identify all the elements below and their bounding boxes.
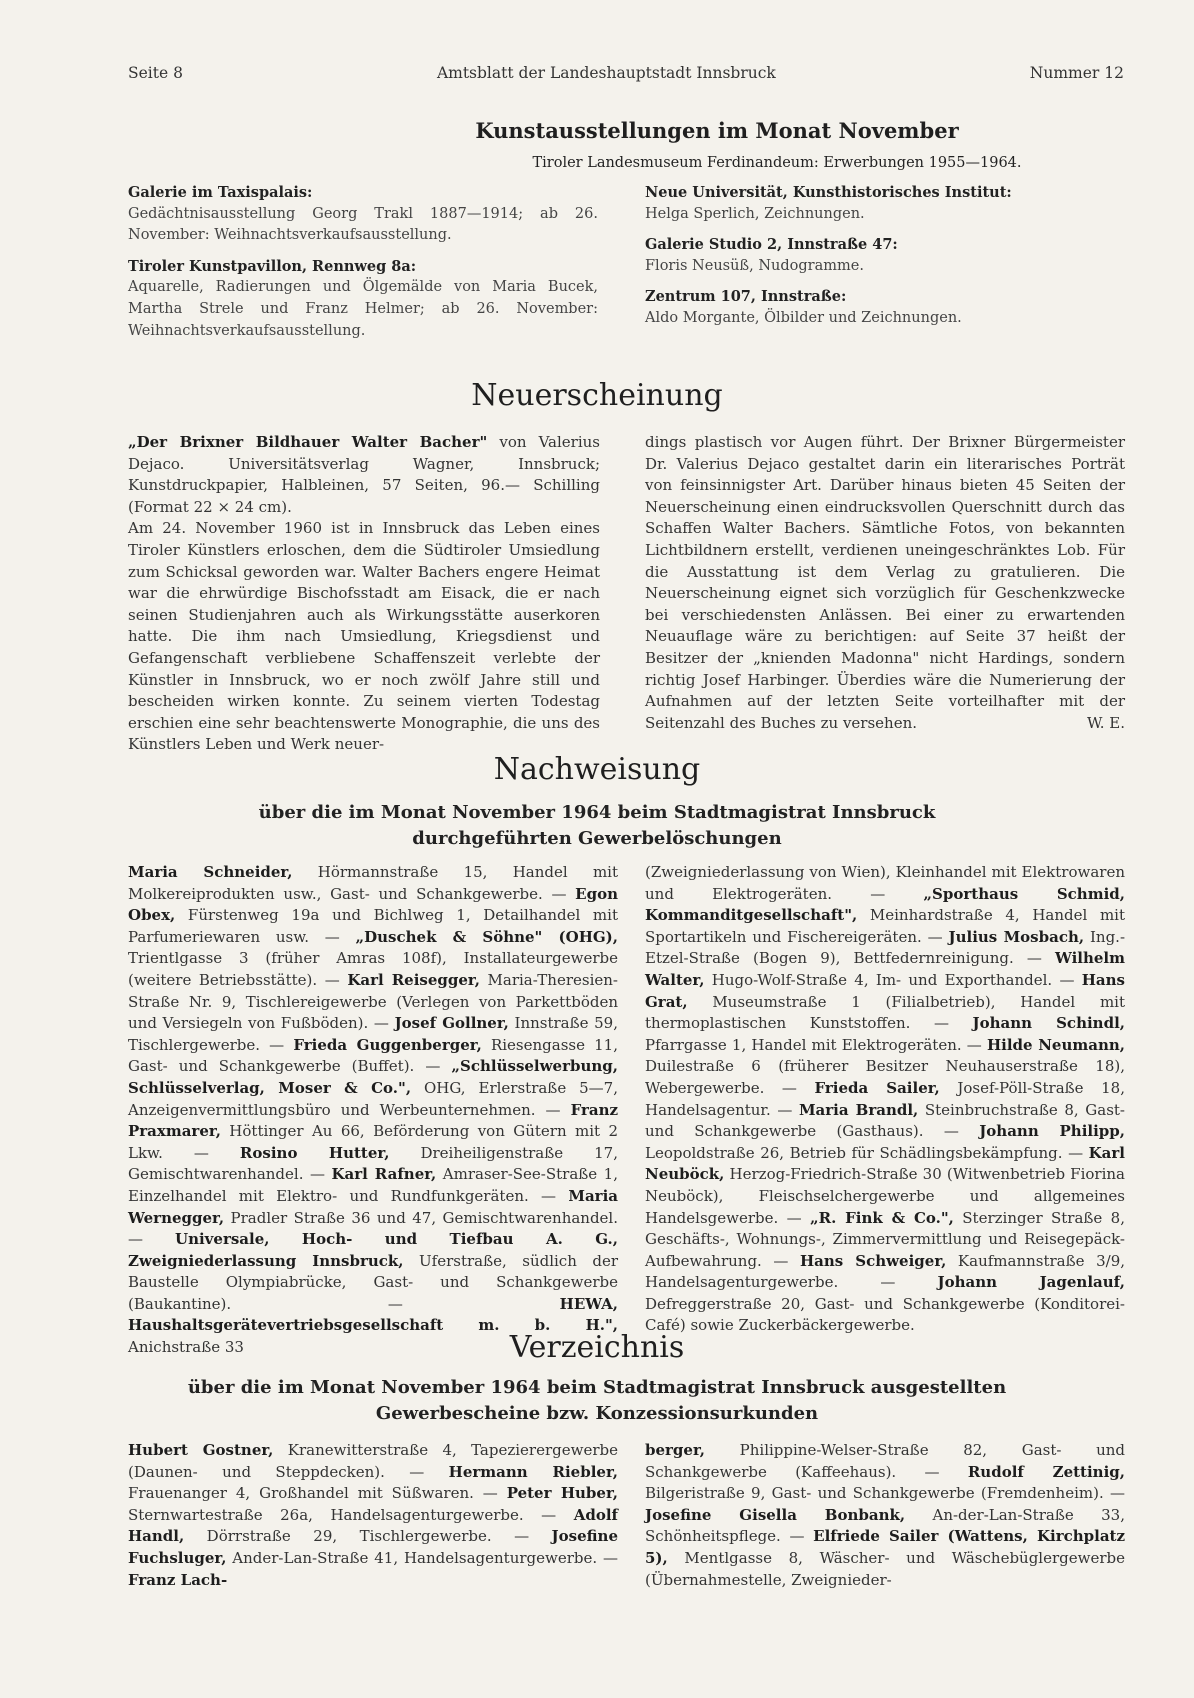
exhibition-entry <box>645 182 1075 225</box>
entry-text: Defreggerstraße 20, Gast- und Schankgewerbe (Konditorei-Café) sowie Zuckerbäckergewerbe. <box>645 1294 1125 1335</box>
entry-name: Johann Schindl, <box>972 1014 1125 1033</box>
entry-text: Bilgeristraße 9, Gast- und Schankgewerbe (Fremdenheim). — <box>645 1484 1125 1503</box>
entry-text: Frauenanger 4, Großhandel mit Süßwaren. — <box>128 1484 507 1503</box>
entry-text: Sternwartestraße 26a, Handelsagenturgewerbe. — <box>128 1505 574 1524</box>
exhibition-venue: Neue Universität, Kunsthistorisches Institut: <box>645 184 1012 201</box>
entry-name: Julius Mosbach, <box>948 927 1085 946</box>
entry-name: „Sporthaus Schmid, Kommanditgesellschaft", <box>645 884 1125 925</box>
exhibition-entry <box>128 182 598 247</box>
licenses-title: Verzeichnis <box>509 1330 685 1365</box>
entry-name: Adolf Handl, <box>128 1505 618 1546</box>
entry-text: An-der-Lan-Straße 33, Schönheitspflege. — <box>645 1505 1125 1546</box>
entry-text: Steinbruchstraße 8, Gast- und Schankgewerbe (Gasthaus). — <box>645 1100 1125 1141</box>
exhibitions-title: Kunstausstellungen im Monat November <box>475 118 959 143</box>
deletions-right-column <box>645 862 1126 1335</box>
entry-name: Frieda Sailer, <box>814 1078 940 1097</box>
exhibition-description: Aldo Morgante, Ölbilder und Zeichnungen. <box>645 309 962 326</box>
book-title: „Der Brixner Bildhauer Walter Bacher" <box>128 433 488 451</box>
entry-text: Duilestraße 6 (früherer Besitzer Neuhauserstraße 18), Webergewerbe. — <box>645 1057 1125 1097</box>
entry-name: Wilhelm Walter, <box>645 949 1125 989</box>
publication-title: Amtsblatt der Landeshauptstadt Innsbruck <box>436 64 776 82</box>
exhibitions-left-column <box>128 182 598 342</box>
licenses-right-column <box>645 1440 1125 1600</box>
entry-name: Karl Reisegger, <box>347 970 480 989</box>
entry-text: Anichstraße 33 <box>128 1338 244 1357</box>
entry-name: Universale, Hoch- und Tiefbau A. G., Zweigniederlassung Innsbruck, <box>128 1230 618 1270</box>
entry-name: Franz Lach- <box>128 1570 228 1589</box>
review-book-info <box>128 432 600 518</box>
entry-text: Amraser-See-Straße 1, Einzelhandel mit Elektro- und Rundfunkgeräten. — <box>128 1165 618 1205</box>
entry-name: Elfriede Sailer (Wattens, Kirchplatz 5), <box>645 1527 1125 1567</box>
licenses-subtitle-1: über die im Monat November 1964 beim Stadtmagistrat Innsbruck ausgestellten <box>187 1377 1007 1398</box>
entry-name: Josefine Gisella Bonbank, <box>645 1505 906 1524</box>
entry-name: berger, <box>645 1441 705 1459</box>
entry-text: Kranewitterstraße 4, Tapezierergewerbe (Daunen- und Steppdecken). — <box>128 1441 618 1481</box>
review-right-column <box>645 432 1125 732</box>
entry-text: Josef-Pöll-Straße 18, Handelsagentur. — <box>645 1078 1125 1119</box>
book-details: von Valerius Dejaco. Universitätsverlag Wagner, Innsbruck; Kunstdruckpapier, Halbleinen, 57 Seiten, 96.— Schilling (Format 22 × 24 cm). <box>128 433 600 516</box>
entry-text: Hugo-Wolf-Straße 4, Im- und Exporthandel. — <box>704 970 1082 989</box>
entry-text: Riesengasse 11, Gast- und Schankgewerbe (Buffet). — <box>128 1035 618 1076</box>
running-header <box>128 64 1124 82</box>
entry-name: Maria Schneider, <box>128 863 293 881</box>
entry-text: Uferstraße, südlich der Baustelle Olympiabrücke, Gast- und Schankgewerbe (Baukantine). — <box>128 1251 618 1313</box>
entry-text: Kaufmannstraße 3/9, Handelsagenturgewerbe. — <box>645 1251 1126 1292</box>
entry-name: Johann Philipp, <box>979 1122 1125 1141</box>
entry-text: Mentlgasse 8, Wäscher- und Wäschebüglergewerbe (Übernahmestelle, Zweignieder- <box>645 1548 1125 1589</box>
entry-name: Maria Wernegger, <box>128 1186 618 1227</box>
exhibition-venue: Tiroler Kunstpavillon, Rennweg 8a: <box>128 257 417 275</box>
entry-name: Maria Brandl, <box>798 1100 919 1119</box>
entry-name: Karl Neuböck, <box>645 1143 1125 1184</box>
entry-name: Karl Rafner, <box>331 1165 437 1184</box>
review-paragraph <box>645 432 1125 734</box>
entry-text: Sterzinger Straße 8, Geschäfts-, Wohnungs-, Zimmervermittlung und Reisegepäck-Aufbewahrung. — <box>645 1208 1125 1270</box>
entry-text: OHG, Erlerstraße 5—7, Anzeigenvermittlungsbüro und Werbeunternehmen. — <box>128 1078 618 1119</box>
entry-name: „R. Fink & Co.", <box>810 1208 954 1227</box>
exhibition-description: Aquarelle, Radierungen und Ölgemälde von Maria Bucek, Martha Strele und Franz Helmer; ab 26. November: Weihnachtsverkaufsausstellung. <box>128 279 598 339</box>
entry-name: Hans Schweiger, <box>799 1251 947 1270</box>
entry-name: Hubert Gostner, <box>128 1441 274 1459</box>
entry-name: Rudolf Zettinig, <box>967 1462 1125 1481</box>
review-title: Neuerscheinung <box>471 378 723 413</box>
licenses-subtitle-2: Gewerbescheine bzw. Konzessionsurkunden <box>375 1403 819 1424</box>
exhibition-entry <box>128 256 598 342</box>
entry-text: Hörmannstraße 15, Handel mit Molkereiprodukten usw., Gast- und Schankgewerbe. — <box>128 863 619 903</box>
entry-text: Pfarrgasse 1, Handel mit Elektrogeräten. — <box>645 1035 987 1054</box>
entry-text: Dreiheiligenstraße 17, Gemischtwarenhandel. — <box>128 1143 618 1184</box>
deletions-subtitle-1: über die im Monat November 1964 beim Stadtmagistrat Innsbruck <box>258 802 936 823</box>
entry-text: Höttinger Au 66, Beförderung von Gütern mit 2 Lkw. — <box>128 1122 618 1162</box>
entry-text: Ing.-Etzel-Straße (Bogen 9), Bettfedernreinigung. — <box>645 927 1126 968</box>
review-left-column <box>128 432 600 754</box>
entry-name: „Duschek & Söhne" (OHG), <box>355 927 618 946</box>
licenses-left-column <box>128 1440 618 1600</box>
entry-name: Peter Huber, <box>506 1484 618 1503</box>
review-continuation: dings plastisch vor Augen führt. Der Brixner Bürgermeister Dr. Valerius Dejaco gestaltet darin ein literarisches Porträt von feinsinnigster Art. Darüber hinaus bieten 45 Seiten der Neuerscheinung einen eindrucksvollen Querschnitt durch das Schaffen Walter Bachers. Sämtliche Fotos, von bekannten Lichtbildnern erstellt, verdienen uneingeschränktes Lob. Für die Ausstattung ist dem Verlag zu gratulieren. Die Neuerscheinung eignet sich vorzüglich für Geschenkzwecke bei verschiedensten Anlässen. Bei einer zu erwartenden Neuauflage wäre zu berichtigen: auf Seite 37 heißt der Besitzer der „knienden Madonna" nicht Hardings, sondern richtig Josef Harbinger. Überdies wäre die Numerierung der Aufnahmen auf der letzten Seite vorteilhafter mit der Seitenzahl des Buches zu versehen. <box>645 433 1125 732</box>
entry-name: „Schlüsselwerbung, Schlüsselverlag, Moser & Co.", <box>128 1057 618 1097</box>
entry-name: Josef Gollner, <box>394 1014 509 1033</box>
exhibitions-subtitle: Tiroler Landesmuseum Ferdinandeum: Erwerbungen 1955—1964. <box>532 155 1022 171</box>
entry-text: Philippine-Welser-Straße 82, Gast- und Schankgewerbe (Kaffeehaus). — <box>645 1441 1125 1481</box>
entry-name: Franz Praxmarer, <box>128 1100 618 1141</box>
deletions-left-column <box>128 862 619 1357</box>
entry-name: Hans Grat, <box>645 970 1125 1011</box>
exhibition-venue: Galerie Studio 2, Innstraße 47: <box>645 236 898 254</box>
entry-text: Leopoldstraße 26, Betrieb für Schädlingsbekämpfung. — <box>645 1143 1089 1162</box>
exhibition-entry <box>645 286 1075 329</box>
entry-name: Egon Obex, <box>128 884 618 925</box>
exhibition-description: Helga Sperlich, Zeichnungen. <box>645 205 865 222</box>
exhibitions-right-column <box>645 182 1075 342</box>
entry-text: Trientlgasse 3 (früher Amras 108f), Installateurgewerbe (weitere Betriebsstätte). — <box>128 949 618 989</box>
page-number: Seite 8 <box>128 64 183 82</box>
entry-text: Fürstenweg 19a und Bichlweg 1, Detailhandel mit Parfumeriewaren usw. — <box>128 906 618 946</box>
entry-text: (Zweigniederlassung von Wien), Kleinhandel mit Elektrowaren und Elektrogeräten. — <box>645 863 1125 903</box>
exhibition-venue: Zentrum 107, Innstraße: <box>645 288 847 306</box>
entry-name: HEWA, Haushaltsgerätevertriebsgesellschaft m. b. H.", <box>128 1294 618 1335</box>
entry-text: Pradler Straße 36 und 47, Gemischtwarenhandel. — <box>128 1208 618 1249</box>
review-signature: W. E. <box>1086 713 1125 732</box>
entry-name: Josefine Fuchsluger, <box>128 1527 618 1567</box>
entry-text: Meinhardstraße 4, Handel mit Sportartikeln und Fischereigeräten. — <box>645 906 1125 946</box>
exhibition-entry <box>645 234 1075 277</box>
entry-name: Hermann Riebler, <box>448 1462 618 1481</box>
entry-name: Johann Jagenlauf, <box>937 1273 1126 1292</box>
entry-name: Rosino Hutter, <box>239 1143 390 1162</box>
entry-text: Maria-Theresien-Straße Nr. 9, Tischlereigewerbe (Verlegen von Parkettböden und Versiegeln von Fußböden). — <box>128 970 618 1033</box>
entry-text: Museumstraße 1 (Filialbetrieb), Handel mit thermoplastischen Kunststoffen. — <box>645 992 1125 1033</box>
entry-text: Innstraße 59, Tischlergewerbe. — <box>128 1014 618 1054</box>
exhibition-venue: Galerie im Taxispalais: <box>128 184 313 201</box>
entry-name: Hilde Neumann, <box>986 1035 1125 1054</box>
exhibition-description: Gedächtnisausstellung Georg Trakl 1887—1914; ab 26. November: Weihnachtsverkaufsausstellung. <box>128 205 598 244</box>
entry-name: Frieda Guggenberger, <box>293 1035 482 1054</box>
review-paragraph: Am 24. November 1960 ist in Innsbruck das Leben eines Tiroler Künstlers erloschen, dem die Südtiroler Umsiedlung zum Schicksal geworden war. Walter Bachers engere Heimat war die ehrwürdige Bischofsstadt am Eisack, die er nach seinen Studienjahren auch als Wirkungsstätte auserkoren hatte. Die ihm nach Umsiedlung, Kriegsdienst und Gefangenschaft verbliebene Schaffenszeit verlebte der Künstler in Innsbruck, wo er noch zwölf Jahre still und bescheiden wirken konnte. Zu seinem vierten Todestag erschien eine sehr beachtenswerte Monographie, die uns des Künstlers Leben und Werk neuer- <box>128 519 600 754</box>
entry-text: Ander-Lan-Straße 41, Handelsagenturgewerbe. — <box>226 1548 618 1567</box>
entry-text: Dörrstraße 29, Tischlergewerbe. — <box>184 1527 552 1546</box>
entry-text: Herzog-Friedrich-Straße 30 (Witwenbetrieb Fiorina Neuböck), Fleischselchergewerbe und allgemeines Handelsgewerbe. — <box>645 1165 1125 1227</box>
deletions-subtitle-2: durchgeführten Gewerbelöschungen <box>412 828 782 849</box>
issue-number: Nummer 12 <box>1029 64 1124 82</box>
exhibition-description: Floris Neusüß, Nudogramme. <box>645 257 864 274</box>
deletions-title: Nachweisung <box>493 752 701 787</box>
